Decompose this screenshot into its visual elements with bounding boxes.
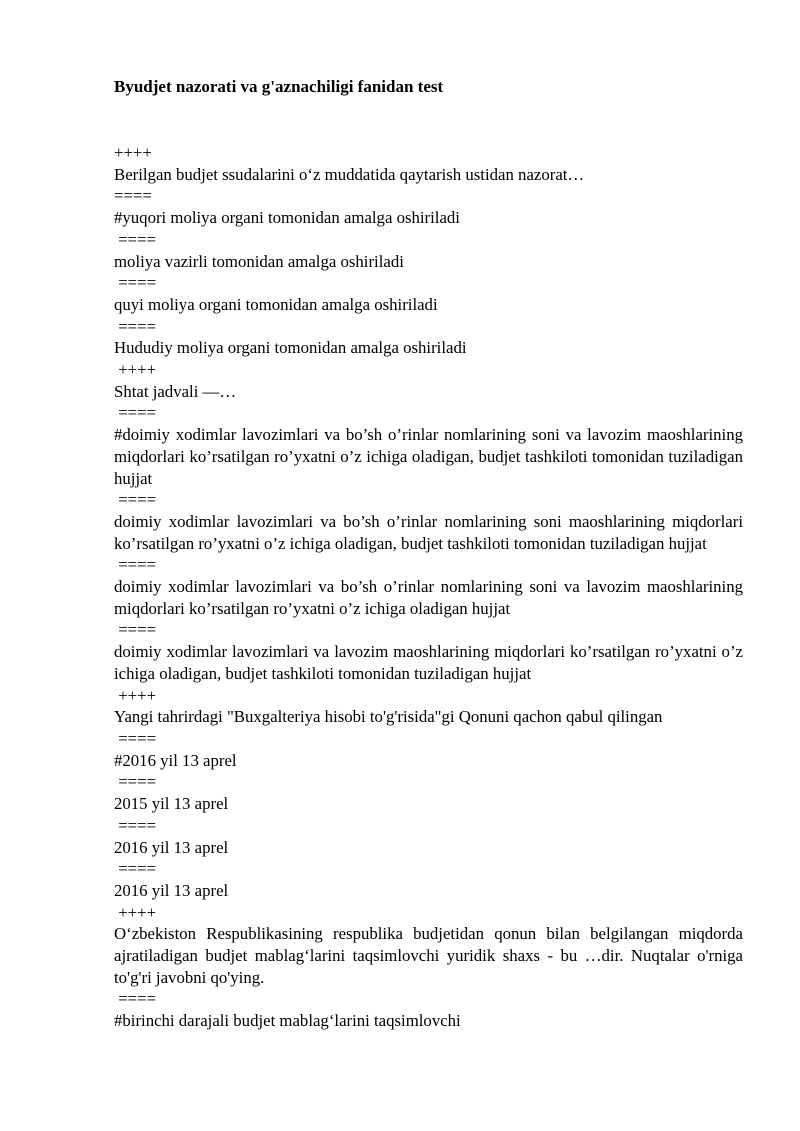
separator-line: ++++ xyxy=(114,685,157,705)
text-line: Berilgan budjet ssudalarini o‘z muddatida qaytarish ustidan nazorat… xyxy=(114,164,585,184)
separator-line: ==== xyxy=(114,186,152,206)
text-line: Yangi tahrirdagi "Buxgalteriya hisobi to'g'risida"gi Qonuni qachon qabul qilingan xyxy=(114,707,663,727)
separator-line: ==== xyxy=(114,728,157,748)
separator-line: ++++ xyxy=(114,902,157,922)
text-line: doimiy xodimlar lavozimlari va lavozim maoshlarining miqdorlari ko’rsatilgan ro’yxatni o’z ichiga oladigan, budjet tashkiloti tomonidan tuziladigan hujjat xyxy=(114,642,743,683)
separator-line: ==== xyxy=(114,403,157,423)
separator-line: ==== xyxy=(114,815,157,835)
separator-line: ==== xyxy=(114,273,157,293)
separator-line: ++++ xyxy=(114,143,152,162)
text-line: #2016 yil 13 aprel xyxy=(114,750,237,770)
separator-line: ==== xyxy=(114,620,157,640)
text-line: Shtat jadvali —… xyxy=(114,381,237,401)
separator-line: ==== xyxy=(114,859,157,879)
separator-line: ==== xyxy=(114,555,157,575)
text-line: O‘zbekiston Respublikasining respublika budjetidan qonun bilan belgilangan miqdorda ajratiladigan budjet mablag‘larini taqsimlovchi yuridik shaxs - bu …dir. Nuqtalar o'rniga to'g'ri javobni qo'ying. xyxy=(114,924,743,987)
text-line: #birinchi darajali budjet mablag‘larini taqsimlovchi xyxy=(114,1011,461,1031)
text-line: moliya vazirli tomonidan amalga oshiriladi xyxy=(114,251,404,271)
separator-line: ==== xyxy=(114,316,157,336)
separator-line: ++++ xyxy=(114,360,157,380)
separator-line: ==== xyxy=(114,989,157,1009)
text-line: doimiy xodimlar lavozimlari va bo’sh o’rinlar nomlarining soni maoshlarining miqdorlari ko’rsatilgan ro’yxatni o’z ichiga oladigan, budjet tashkiloti tomonidan tuziladigan hujjat xyxy=(114,511,743,553)
text-line: doimiy xodimlar lavozimlari va bo’sh o’rinlar nomlarining soni va lavozim maoshlarining miqdorlari ko’rsatilgan ro’yxatni o’z ichiga oladigan hujjat xyxy=(114,577,743,618)
page-title: Byudjet nazorati va g'aznachiligi fanidan test xyxy=(114,77,444,96)
text-line: #doimiy xodimlar lavozimlari va bo’sh o’rinlar nomlarining soni va lavozim maoshlarining miqdorlari ko’rsatilgan ro’yxatni o’z ichiga oladigan, budjet tashkiloti tomonidan tuziladigan hujjat xyxy=(114,425,743,488)
text-line: Hududiy moliya organi tomonidan amalga oshiriladi xyxy=(114,338,467,358)
text-line: 2016 yil 13 aprel xyxy=(114,837,229,857)
test-content xyxy=(114,142,743,1032)
text-line: #yuqori moliya organi tomonidan amalga oshiriladi xyxy=(114,208,460,228)
text-line: quyi moliya organi tomonidan amalga oshiriladi xyxy=(114,294,438,314)
separator-line: ==== xyxy=(114,490,157,510)
separator-line: ==== xyxy=(114,772,157,792)
text-line: 2015 yil 13 aprel xyxy=(114,794,229,814)
separator-line: ==== xyxy=(114,229,157,249)
text-line: 2016 yil 13 aprel xyxy=(114,880,229,900)
